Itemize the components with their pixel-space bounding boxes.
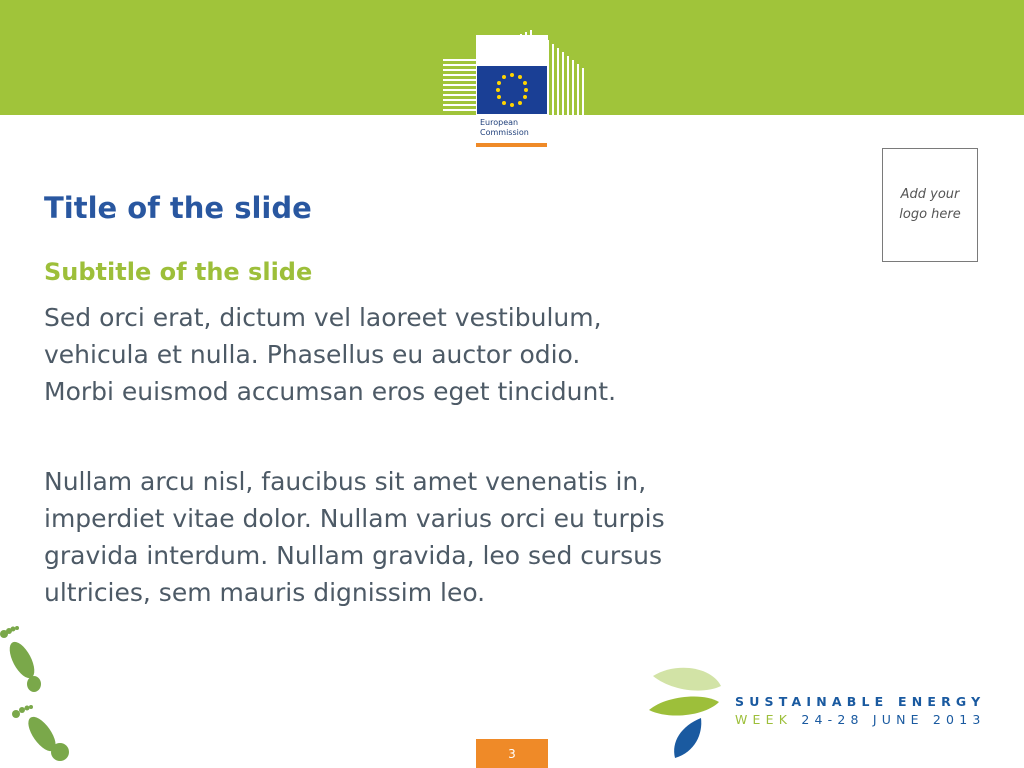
paragraph-line: Sed orci erat, dictum vel laoreet vestibulum, xyxy=(44,303,602,332)
paragraph-line: gravida interdum. Nullam gravida, leo sed cursus xyxy=(44,541,663,570)
sustainable-energy-week-logo xyxy=(645,662,725,760)
page-number-badge xyxy=(476,739,548,768)
paragraph-line: ultricies, sem mauris dignissim leo. xyxy=(44,578,486,607)
paragraph-line: Nullam arcu nisl, faucibus sit amet venenatis in, xyxy=(44,467,647,496)
event-week-label: WEEK xyxy=(735,712,793,727)
event-date-range: 24-28 JUNE 2013 xyxy=(801,712,986,727)
paragraph-line: Morbi euismod accumsan eros eget tincidunt. xyxy=(44,377,617,406)
green-footprints-icon xyxy=(0,622,82,768)
paragraph-line: vehicula et nulla. Phasellus eu auctor odio. xyxy=(44,340,581,369)
slide-title: Title of the slide xyxy=(44,191,312,225)
slide-subtitle: Subtitle of the slide xyxy=(44,258,313,286)
logo-accent-bar xyxy=(476,143,547,147)
body-paragraph-2 xyxy=(44,463,665,611)
event-dates xyxy=(735,712,986,728)
paragraph-line: imperdiet vitae dolor. Nullam varius orci eu turpis xyxy=(44,504,665,533)
logo-placeholder-line: logo here xyxy=(899,207,961,222)
european-commission-label: European Commission xyxy=(480,118,529,137)
page-number: 3 xyxy=(508,746,516,761)
logo-placeholder-line: Add your xyxy=(900,187,960,202)
event-title: SUSTAINABLE ENERGY xyxy=(735,694,986,709)
body-paragraph-1 xyxy=(44,299,616,410)
logo-placeholder[interactable] xyxy=(882,148,978,262)
